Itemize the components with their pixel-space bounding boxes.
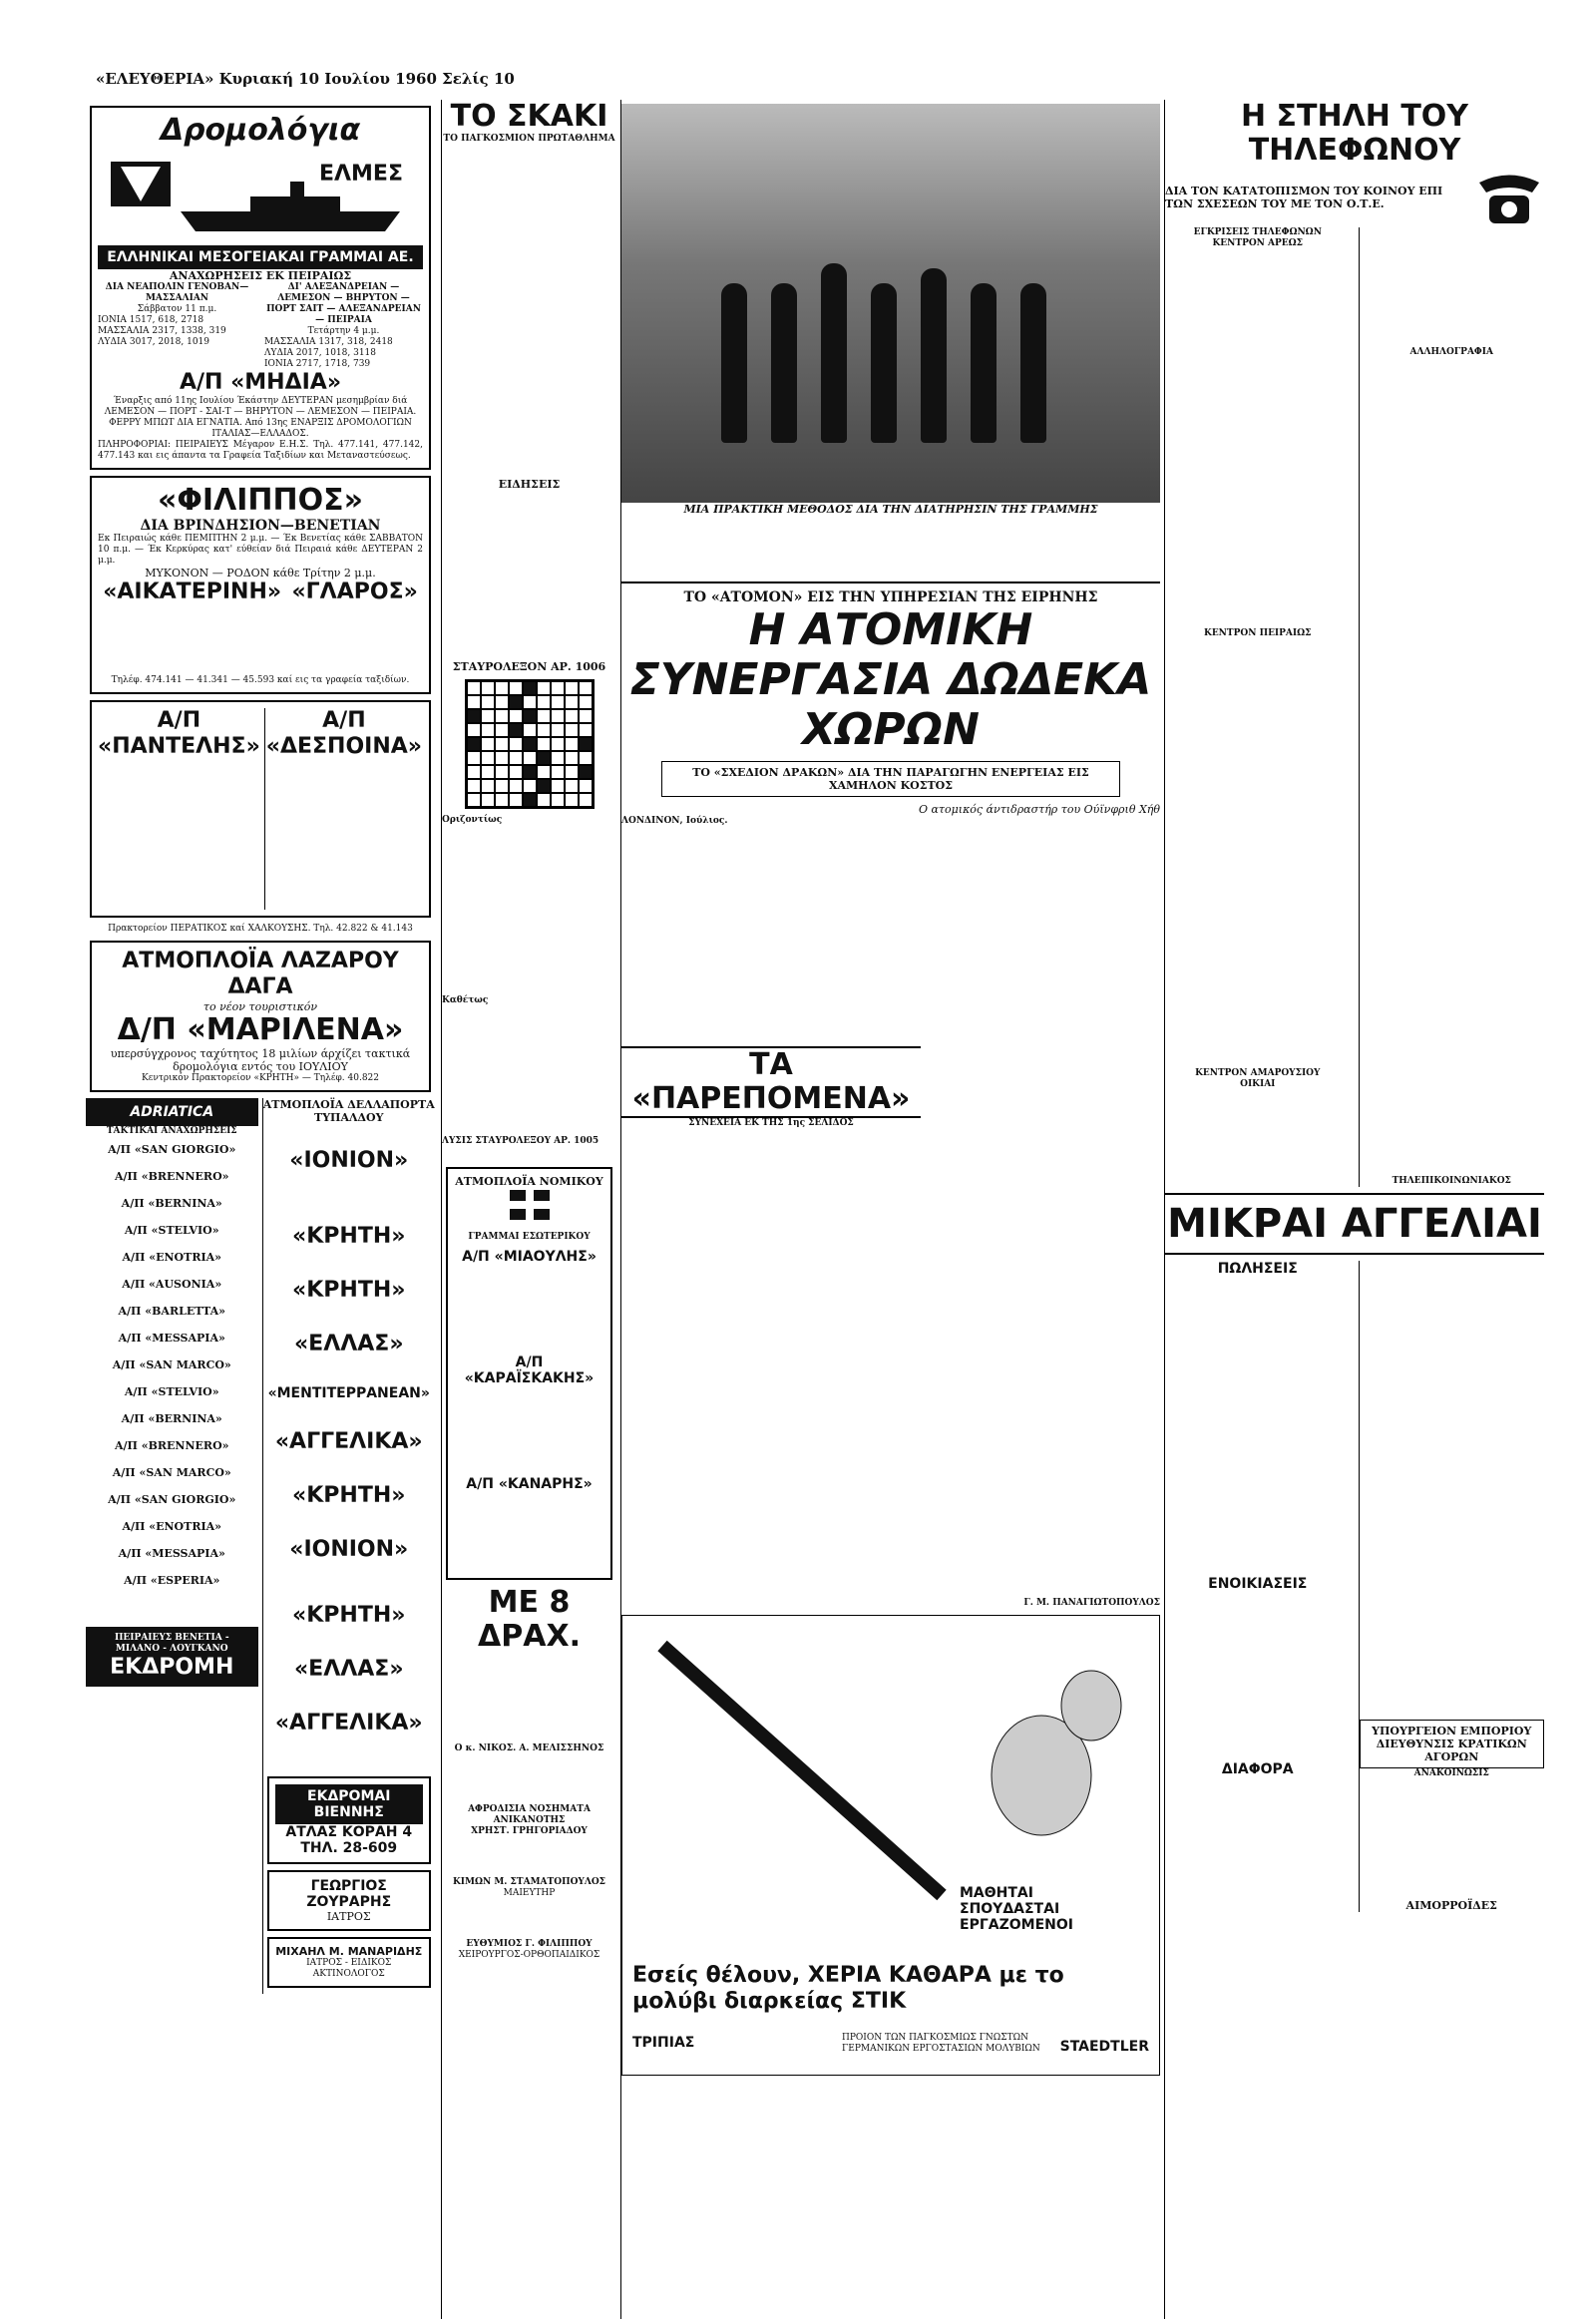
kimon-text	[442, 1899, 616, 1939]
crossword-cell	[523, 765, 537, 779]
adriatica-ship: Α/Π «SAN GIORGIO»	[108, 1143, 236, 1156]
crossword-clues-vertical	[442, 1006, 616, 1136]
typaldou-advert	[262, 1098, 436, 1994]
elmes-advert	[90, 106, 431, 470]
adriatica-ship: Α/Π «BERNINA»	[121, 1197, 222, 1210]
crossword-cell	[495, 779, 509, 793]
departures-heading: ΑΝΑΧΩΡΗΣΕΙΣ ΕΚ ΠΕΙΡΑΙΩΣ	[169, 269, 352, 282]
crossword-cell	[509, 779, 523, 793]
peiraios-list	[1165, 639, 1351, 1068]
crossword-cell	[467, 793, 481, 807]
enoikiaseis-text	[1165, 1592, 1351, 1761]
allilografia: ΑΛΛΗΛΟΓΡΑΦΙΑ	[1409, 347, 1493, 357]
chess-title: ΤΟ ΣΚΑΚΙ	[450, 100, 608, 134]
crossword-cell	[537, 765, 551, 779]
agents-text: Πρακτορείον ΠΕΡΑΤΙΚΟΣ καί ΧΑΛΚΟΥΣΗΣ. Τηλ. 42.822 & 41.143	[108, 924, 413, 934]
crossword-cell	[537, 681, 551, 695]
column-shipping	[86, 100, 435, 2319]
crossword-cell	[565, 793, 579, 807]
pen-brand: STAEDTLER	[1059, 2039, 1149, 2055]
departures-left	[98, 282, 256, 370]
crossword-cell	[495, 765, 509, 779]
adriatica-ship: Α/Π «STELVIO»	[124, 1385, 219, 1398]
departure-row: ΛΥΔΙΑ 2017, 1018, 3118	[264, 348, 377, 358]
classifieds-right	[1359, 1261, 1545, 1912]
nikos-title: Ο κ. ΝΙΚΟΣ. Α. ΜΕΛΙΣΣΗΝΟΣ	[454, 1743, 604, 1753]
tilepikoinoniakos: ΤΗΛΕΠΙΚΟΙΝΩΝΙΑΚΟΣ	[1392, 1176, 1511, 1186]
adriatica-sub: ΤΑΚΤΙΚΑΙ ΑΝΑΧΩΡΗΣΕΙΣ	[106, 1126, 237, 1136]
ekdromi-title: ΕΚΔΡΟΜΗ	[110, 1655, 234, 1680]
typaldou-ship: «ΕΛΛΑΣ»	[293, 1332, 404, 1356]
crossword-cell	[481, 709, 495, 723]
panteleis-title: Α/Π «ΠΑΝΤΕΛΗΣ»	[98, 708, 260, 759]
lazarou-sub: το νέον τουριστικόν	[202, 1000, 318, 1013]
article-headline: Η ΑΤΟΜΙΚΗ ΣΥΝΕΡΓΑΣΙΑ ΔΩΔΕΚΑ ΧΩΡΩΝ	[629, 604, 1152, 755]
lines-banner: ΕΛΛΗΝΙΚΑΙ ΜΕΣΟΓΕΙΑΚΑΙ ΓΡΑΜΜΑΙ ΑΕ.	[98, 245, 423, 269]
departure-row: ΛΥΔΙΑ 3017, 2018, 1019	[98, 337, 210, 347]
departures-right	[264, 282, 423, 370]
crossword-cell	[551, 681, 565, 695]
enoikiaseis-heading: ΕΝΟΙΚΙΑΣΕΙΣ	[1208, 1576, 1308, 1592]
column-main-article	[620, 100, 1160, 2319]
crossword-cell	[509, 751, 523, 765]
news-heading: ΕΙΔΗΣΕΙΣ	[498, 478, 561, 491]
crossword-cell	[481, 793, 495, 807]
marilena-title: Δ/Π «ΜΑΡΙΛΕΝΑ»	[117, 1012, 404, 1047]
adriatica-ship: Α/Π «SAN MARCO»	[112, 1358, 231, 1371]
elmes-logo-text: ΕΛΜΕΣ	[318, 162, 403, 187]
kentron-areos: ΚΕΝΤΡΟΝ ΑΡΕΩΣ	[1212, 238, 1304, 248]
parepomena-title: ΤΑ «ΠΑΡΕΠΟΜΕΝΑ»	[621, 1046, 921, 1118]
dromologia-title: Δρομολόγια	[160, 113, 361, 148]
evthymios-title: ΧΕΙΡΟΥΡΓΟΣ-ΟΡΘΟΠΑΙΔΙΚΟΣ	[458, 1950, 600, 1960]
crossword-cell	[467, 695, 481, 709]
crossword-cell	[481, 765, 495, 779]
pen-tripias: ΤΡΙΠΙΑΣ	[632, 2035, 695, 2051]
aimorroides: ΑΙΜΟΡΡΟΪΔΕΣ	[1405, 1899, 1497, 1912]
article-kicker: ΤΟ «ΑΤΟΜΟΝ» ΕΙΣ ΤΗΝ ΥΠΗΡΕΣΙΑΝ ΤΗΣ ΕΙΡΗΝΗΣ	[683, 589, 1098, 605]
pen-slogan: Εσείς θέλουν, ΧΕΡΙΑ ΚΑΘΑΡΑ με το μολύβι διαρκείας ΣΤΙΚ	[632, 1963, 1064, 2014]
karaiskakis-title: Α/Π «ΚΑΡΑΪΣΚΑΚΗΣ»	[464, 1354, 595, 1386]
classifieds-columns	[1165, 1261, 1544, 1912]
kentron-peiraios: ΚΕΝΤΡΟΝ ΠΕΙΡΑΙΩΣ	[1204, 628, 1312, 638]
crossword-cell	[565, 681, 579, 695]
panteleis-schedule	[98, 760, 260, 910]
crossword-cell	[481, 723, 495, 737]
despoina-title: Α/Π «ΔΕΣΠΟΙΝΑ»	[265, 708, 423, 759]
panteleis-block	[98, 708, 260, 910]
crossword-cell	[495, 737, 509, 751]
crossword-cell	[565, 695, 579, 709]
adriatica-ship: Α/Π «AUSONIA»	[122, 1278, 222, 1291]
departure-row: ΙΟΝΙΑ 2717, 1718, 739	[264, 359, 371, 369]
crossword-cell	[565, 765, 579, 779]
crossword-clues-horizontal	[442, 826, 616, 995]
evthymios-name: ΕΥΘΥΜΙΟΣ Γ. ΦΙΛΙΠΠΟΥ	[466, 1939, 593, 1949]
diafora-heading: ΔΙΑΦΟΡΑ	[1221, 1761, 1294, 1777]
saturday-time: Σάββατον 11 π.μ.	[137, 304, 217, 314]
crossword-cell	[481, 751, 495, 765]
departure-row: ΜΑΣΣΑΛΙΑ 1317, 318, 2418	[264, 337, 393, 347]
crossword-cell	[551, 709, 565, 723]
anakoinosis-text	[1360, 1779, 1545, 1899]
typaldou-ship: «ΕΛΛΑΣ»	[293, 1657, 404, 1682]
crossword-cell	[579, 681, 593, 695]
typaldou-ship: «ΙΟΝΙΟΝ»	[289, 1148, 409, 1173]
adriatica-ship: Α/Π «ESPERIA»	[124, 1574, 220, 1587]
adriatica-ship: Α/Π «BERNINA»	[121, 1412, 222, 1425]
dellaportas-title: ΑΤΜΟΠΛΟΪΑ ΔΕΛΛΑΠΟΡΤΑ ΤΥΠΑΛΔΟΥ	[262, 1098, 435, 1124]
typaldou-ship: «ΜΕΝΤΙΤΕΡΡΑΝΕΑΝ»	[267, 1385, 430, 1401]
crossword-cell	[495, 751, 509, 765]
crossword-cell	[565, 751, 579, 765]
crossword-cell	[509, 723, 523, 737]
crossword-cell	[481, 695, 495, 709]
filippos-sub: ΔΙΑ ΒΡΙΝΔΗΣΙΟΝ—ΒΕΝΕΤΙΑΝ	[140, 518, 381, 534]
crossword-cell	[537, 723, 551, 737]
phone-column-sub: ΔΙΑ ΤΟΝ ΚΑΤΑΤΟΠΙΣΜΟΝ ΤΟΥ ΚΟΙΝΟΥ ΕΠΙ ΤΩΝ ΣΧΕΣΕΩΝ ΤΟΥ ΜΕ ΤΟΝ Ο.Τ.Ε.	[1165, 185, 1443, 210]
zouraris-name: ΓΕΩΡΓΙΟΣ ΖΟΥΡΑΡΗΣ	[306, 1878, 392, 1910]
article-body	[621, 827, 1160, 1046]
adriatica-ship: Α/Π «ENOTRIA»	[122, 1251, 222, 1264]
crossword-cell	[467, 723, 481, 737]
manarides-advert	[267, 1937, 432, 1988]
kanaris-schedule	[454, 1492, 604, 1572]
crossword-cell	[523, 695, 537, 709]
crossword-cell	[537, 779, 551, 793]
grigoriadou-text	[442, 1837, 616, 1877]
crossword-cell	[579, 793, 593, 807]
crossword-cell	[537, 695, 551, 709]
departure-row: ΙΟΝΙΑ 1517, 618, 2718	[98, 315, 204, 325]
crossword-cell	[509, 793, 523, 807]
crossword-cell	[551, 751, 565, 765]
anakoinosis: ΑΝΑΚΟΙΝΩΣΙΣ	[1413, 1768, 1489, 1778]
crossword-cell	[579, 723, 593, 737]
adriatica-ship: Α/Π «MESSAPIA»	[118, 1547, 225, 1560]
info-text: ΠΛΗΡΟΦΟΡΙΑΙ: ΠΕΙΡΑΙΕΥΣ Μέγαρον Ε.Η.Σ. Τηλ. 477.141, 477.142, 477.143 και εις άπαντα τα Γραφεία Ταξιδίων και Μεταναστεύσεως.	[98, 440, 423, 461]
phone-right	[1359, 227, 1545, 1187]
crossword-cell	[467, 751, 481, 765]
aikaterini-title: «ΑΙΚΑΤΕΡΙΝΗ»	[103, 580, 282, 604]
me8-title: ΜΕ 8 ΔΡΑΧ.	[478, 1585, 581, 1654]
typaldou-ship: «ΚΡΗΤΗ»	[292, 1278, 406, 1303]
typaldou-ship: «ΚΡΗΤΗ»	[292, 1224, 406, 1249]
marilena-text: υπερσύγχρονος ταχύτητος 18 μιλίων άρχίζει τακτικά δρομολόγια εντός του ΙΟΥΛΙΟΥ	[110, 1047, 411, 1073]
adriatica-ship: Α/Π «MESSAPIA»	[118, 1332, 225, 1345]
crossword-cell	[509, 737, 523, 751]
phone-columns	[1165, 227, 1544, 1187]
vienna-advert	[267, 1776, 432, 1864]
crossword-cell	[565, 723, 579, 737]
crossword-cell	[523, 709, 537, 723]
zouraris-title: ΙΑΤΡΟΣ	[326, 1910, 371, 1923]
article-byline: Ο ατομικός άντιδραστήρ του Ούϊνφριθ Χήθ	[918, 803, 1160, 816]
crossword-cell	[551, 779, 565, 793]
phone-info: Τηλέφ. 474.141 — 41.341 — 45.593 καί εις τα γραφεία ταξιδίων.	[111, 675, 410, 685]
photo-caption-text	[621, 516, 1160, 576]
parepomena-author: Γ. Μ. ΠΑΝΑΓΙΩΤΟΠΟΥΛΟΣ	[1023, 1598, 1160, 1608]
parepomena-body	[621, 1129, 1160, 1598]
crossword-cell	[481, 681, 495, 695]
miaoulis-schedule	[454, 1265, 604, 1354]
kimon-name: ΚΙΜΩΝ Μ. ΣΤΑΜΑΤΟΠΟΥΛΟΣ	[452, 1877, 606, 1887]
crossword-cell	[495, 709, 509, 723]
marilena-advert	[90, 941, 431, 1092]
filippos-title: «ΦΙΛΙΠΠΟΣ»	[157, 483, 363, 518]
tuesday-time: Τετάρτην 4 μ.μ.	[307, 326, 380, 336]
column-telephone	[1164, 100, 1544, 2319]
adriatica-title: ADRIATICA	[86, 1098, 258, 1126]
phone-column-title: Η ΣΤΗΛΗ ΤΟΥ ΤΗΛΕΦΩΝΟΥ	[1240, 100, 1469, 168]
manarides-name: ΜΙΧΑΗΛ Μ. ΜΑΝΑΡΙΔΗΣ	[275, 1945, 423, 1958]
crossword-cell	[467, 681, 481, 695]
afrodisia-title: ΑΦΡΟΔΙΣΙΑ ΝΟΣΗΜΑΤΑ ΑΝΙΚΑΝΟΤΗΣ	[468, 1804, 591, 1825]
poliseis-text	[1165, 1277, 1351, 1576]
nomikou-sub: ΓΡΑΜΜΑΙ ΕΣΩΤΕΡΙΚΟΥ	[468, 1232, 591, 1242]
nomikou-title: ΑΤΜΟΠΛΟΪΑ ΝΟΜΙΚΟΥ	[455, 1175, 603, 1188]
adriatica-typaldou-row	[86, 1098, 435, 1994]
crossword-title: ΣΤΑΥΡΟΛΕΞΟΝ ΑΡ. 1006	[452, 660, 606, 673]
crossword-cell	[551, 723, 565, 737]
adriatica-ship: Α/Π «SAN MARCO»	[112, 1466, 231, 1479]
phone-left	[1165, 227, 1351, 1187]
classifieds-title: ΜΙΚΡΑΙ ΑΓΓΕΛΙΑΙ	[1167, 1201, 1542, 1247]
news-text	[442, 491, 616, 660]
despoina-schedule	[265, 760, 423, 910]
crossword-cell	[523, 793, 537, 807]
pen-illustration	[622, 1616, 1159, 1915]
kimon-title: ΜΑΙΕΥΤΗΡ	[503, 1888, 556, 1898]
crossword-cell	[565, 779, 579, 793]
oikiai: ΟΙΚΙΑΙ	[1240, 1079, 1276, 1089]
crossword-cell	[509, 695, 523, 709]
nikos-text	[442, 1754, 616, 1804]
crossword-cell	[467, 779, 481, 793]
parepomena-continued: ΣΥΝΕΧΕΙΑ ΕΚ ΤΗΣ 1ης ΣΕΛΙΔΟΣ	[688, 1118, 854, 1128]
kanaris-title: Α/Π «ΚΑΝΑΡΗΣ»	[466, 1476, 593, 1492]
crossword-cell	[467, 709, 481, 723]
crossword-cell	[523, 779, 537, 793]
page-masthead: «ΕΛΕΥΘΕΡΙΑ» Κυριακή 10 Ιουλίου 1960 Σελίς 10	[96, 70, 515, 88]
typaldou-ship: «ΙΟΝΙΟΝ»	[289, 1537, 409, 1562]
glaros-title: «ΓΛΑΡΟΣ»	[291, 580, 418, 604]
mykonos-route: ΜΥΚΟΝΟΝ — ΡΟΔΟΝ κάθε Τρίτην 2 μ.μ.	[145, 567, 376, 580]
filippos-text: Εκ Πειραιώς κάθε ΠΕΜΠΤΗΝ 2 μ.μ. — Έκ Βενετίας κάθε ΣΑΒΒΑΤΟΝ 10 π.μ. — Έκ Κερκύρας κατ' εύθείαν διά Πειραιά κάθε ΔΕΥΤΕΡΑΝ 2 μ.μ.	[98, 534, 423, 566]
vienna-title: ΕΚΔΡΟΜΑΙ ΒΙΕΝΝΗΣ	[275, 1784, 424, 1824]
approved-heading: ΕΓΚΡΙΣΕΙΣ ΤΗΛΕΦΩΝΩΝ	[1193, 227, 1322, 237]
crossword-cell	[509, 765, 523, 779]
crossword-cell	[551, 793, 565, 807]
article-dateline: ΛΟΝΔΙΝΟΝ, Ιούλιος.	[621, 816, 728, 826]
crossword-cell	[551, 737, 565, 751]
zouraris-advert	[267, 1870, 432, 1931]
photo-caption: ΜΙΑ ΠΡΑΚΤΙΚΗ ΜΕΘΟΔΟΣ ΔΙΑ ΤΗΝ ΔΙΑΤΗΡΗΣΙΝ ΤΗΣ ΓΡΑΜΜΗΣ	[683, 503, 1098, 516]
crossword-cell	[509, 709, 523, 723]
typaldou-ship: «ΚΡΗΤΗ»	[292, 1483, 406, 1508]
midia-title: Α/Π «ΜΗΔΙΑ»	[179, 370, 342, 395]
crossword-cell	[523, 751, 537, 765]
crossword-cell	[565, 737, 579, 751]
filippos-advert	[90, 476, 431, 694]
lazarou-title: ΑΤΜΟΠΛΟΪΑ ΛΑΖΑΡΟΥ ΔΑΓΑ	[122, 949, 399, 999]
staedtler-advert	[621, 1615, 1160, 2076]
crossword-cell	[495, 681, 509, 695]
karaiskakis-schedule	[454, 1386, 604, 1476]
telephone-icon	[1474, 168, 1544, 227]
fitness-photo	[621, 104, 1160, 503]
adriatica-advert	[86, 1098, 258, 1994]
ekdromi-advert	[86, 1627, 258, 1687]
crossword-cell	[579, 695, 593, 709]
crossword-cell	[579, 709, 593, 723]
marilena-agent: Κεντρικόν Πρακτορείον «ΚΡΗΤΗ» — Τηλέφ. 40.822	[142, 1073, 379, 1083]
adriatica-ship: Α/Π «BARLETTA»	[118, 1305, 226, 1318]
crossword-cell	[579, 751, 593, 765]
chess-text	[442, 145, 616, 478]
crossword-cell	[523, 681, 537, 695]
tours-text: ΠΕΙΡΑΙΕΥΣ ΒΕΝΕΤΙΑ - ΜΙΛΑΝΟ - ΛΟΥΓΚΑΝΟ	[114, 1633, 229, 1654]
crossword-cell	[509, 681, 523, 695]
crossword-cell	[579, 765, 593, 779]
pen-product: ΠΡΟΙΟΝ ΤΩΝ ΠΑΓΚΟΣΜΙΩΣ ΓΝΩΣΤΩΝ ΓΕΡΜΑΝΙΚΩΝ ΕΡΓΟΣΤΑΣΙΩΝ ΜΟΛΥΒΙΩΝ	[842, 2033, 1040, 2054]
manarides-title: ΙΑΤΡΟΣ - ΕΙΔΙΚΟΣ ΑΚΤΙΝΟΛΟΓΟΣ	[306, 1958, 392, 1979]
crossword-grid	[465, 679, 595, 809]
crossword-cell	[537, 709, 551, 723]
atlas-text: ΑΤΛΑΣ ΚΟΡΑΗ 4 ΤΗΛ. 28-609	[285, 1824, 413, 1856]
crossword-cell	[467, 737, 481, 751]
article-subhead: ΤΟ «ΣΧΕΔΙΟΝ ΔΡΑΚΩΝ» ΔΙΑ ΤΗΝ ΠΑΡΑΓΩΓΗΝ ΕΝΕΡΓΕΙΑΣ ΕΙΣ ΧΑΜΗΛΟΝ ΚΟΣΤΟΣ	[661, 761, 1120, 797]
typaldou-ship: «ΑΓΓΕΛΙΚΑ»	[274, 1429, 423, 1454]
crossword-cell	[579, 779, 593, 793]
classifieds-left	[1165, 1261, 1351, 1912]
crossword-cell	[523, 723, 537, 737]
typaldou-ship: «ΚΡΗΤΗ»	[292, 1603, 406, 1628]
crossword-solutions: ΛΥΣΙΣ ΣΤΑΥΡΟΛΕΞΟΥ ΑΡ. 1005	[442, 1136, 599, 1146]
chess-sub: ΤΟ ΠΑΓΚΟΣΜΙΟΝ ΠΡΩΤΑΘΛΗΜΑ	[443, 134, 615, 144]
crossword-cell	[579, 737, 593, 751]
typaldou-ship: «ΑΓΓΕΛΙΚΑ»	[274, 1711, 423, 1736]
crossword-cell	[537, 751, 551, 765]
nomikou-advert	[446, 1167, 612, 1580]
crossword-cell	[495, 695, 509, 709]
pen-students: ΜΑΘΗΤΑΙ ΣΠΟΥΔΑΣΤΑΙ ΕΡΓΑΖΟΜΕΝΟΙ	[960, 1885, 1073, 1933]
me8-text	[442, 1654, 616, 1743]
adriatica-ship: Α/Π «ENOTRIA»	[122, 1520, 222, 1533]
crossword-cell	[551, 695, 565, 709]
ferry-text: ΦΕΡΡΥ ΜΠΩΤ ΔΙΑ ΕΓΝΑΤΙΑ. Από 13ης ΕΝΑΡΞΙΣ ΔΡΟΜΟΛΟΓΙΩΝ ΙΤΑΛΙΑΣ—ΕΛΛΑΔΟΣ.	[109, 418, 412, 439]
ministry-title: ΥΠΟΥΡΓΕΙΟΝ ΕΜΠΟΡΙΟΥ ΔΙΕΥΘΥΝΣΙΣ ΚΡΑΤΙΚΩΝ ΑΓΟΡΩΝ	[1360, 1720, 1545, 1768]
miaoulis-title: Α/Π «ΜΙΑΟΥΛΗΣ»	[462, 1249, 597, 1265]
panteleis-despoina-advert	[90, 700, 431, 918]
adriatica-ship: Α/Π «SAN GIORGIO»	[108, 1493, 236, 1506]
allilografia-text	[1360, 358, 1545, 1176]
phone-right-top	[1360, 227, 1545, 347]
classifieds-right-text	[1360, 1261, 1545, 1720]
crossword-cell	[495, 793, 509, 807]
route-right: ΔΙ' ΑΛΕΞΑΝΔΡΕΙΑΝ — ΛΕΜΕΣΟΝ — ΒΗΡΥΤΟΝ — ΠΟΡΤ ΣΑΙΤ — ΑΛΕΞΑΝΔΡΕΙΑΝ — ΠΕΙΡΑΙΑ	[266, 282, 421, 325]
phone-header	[1165, 168, 1544, 227]
crossword-cell	[495, 723, 509, 737]
ship-illustration	[98, 152, 423, 241]
adriatica-ship: Α/Π «BRENNERO»	[114, 1439, 229, 1452]
crossword-cell	[537, 737, 551, 751]
crossword-cell	[481, 737, 495, 751]
grigoriadou-name: ΧΡΗΣΤ. ΓΡΗΓΟΡΙΑΔΟΥ	[471, 1826, 588, 1836]
flag-icon	[480, 1188, 580, 1228]
column-chess	[441, 100, 616, 2319]
route-left: ΔΙΑ ΝΕΑΠΟΛΙΝ ΓΕΝΟΒΑΝ—ΜΑΣΣΑΛΙΑΝ	[105, 282, 249, 303]
crossword-horizontal: Οριζοντίως	[442, 815, 503, 825]
crossword-cell	[523, 737, 537, 751]
ship-names	[98, 580, 423, 605]
midia-text: Έναρξις από 11ης Ιουλίου Έκάστην ΔΕΥΤΕΡΑΝ μεσημβρίαν διά ΛΕΜΕΣΟΝ — ΠΟΡΤ - ΣΑΙ-Τ — ΒΗΡΥΤΟΝ — ΛΕΜΕΣΟΝ — ΠΕΙΡΑΙΑ.	[104, 396, 417, 417]
areos-list	[1165, 249, 1351, 628]
crossword-vertical: Καθέτως	[442, 995, 489, 1005]
crossword-cell	[481, 779, 495, 793]
kentron-amarousiou: ΚΕΝΤΡΟΝ ΑΜΑΡΟΥΣΙΟΥ	[1195, 1068, 1321, 1078]
adriatica-ship: Α/Π «STELVIO»	[124, 1224, 219, 1237]
filippos-schedule	[98, 605, 423, 675]
poliseis-heading: ΠΩΛΗΣΕΙΣ	[1217, 1261, 1298, 1277]
crossword-cell	[551, 765, 565, 779]
crossword-cell	[467, 765, 481, 779]
departure-row: ΜΑΣΣΑΛΙΑ 2317, 1338, 319	[98, 326, 226, 336]
departures-table	[98, 282, 423, 370]
crossword-cell	[537, 793, 551, 807]
adriatica-ship: Α/Π «BRENNERO»	[114, 1170, 229, 1183]
crossword-cell	[565, 709, 579, 723]
despoina-block	[264, 708, 423, 910]
